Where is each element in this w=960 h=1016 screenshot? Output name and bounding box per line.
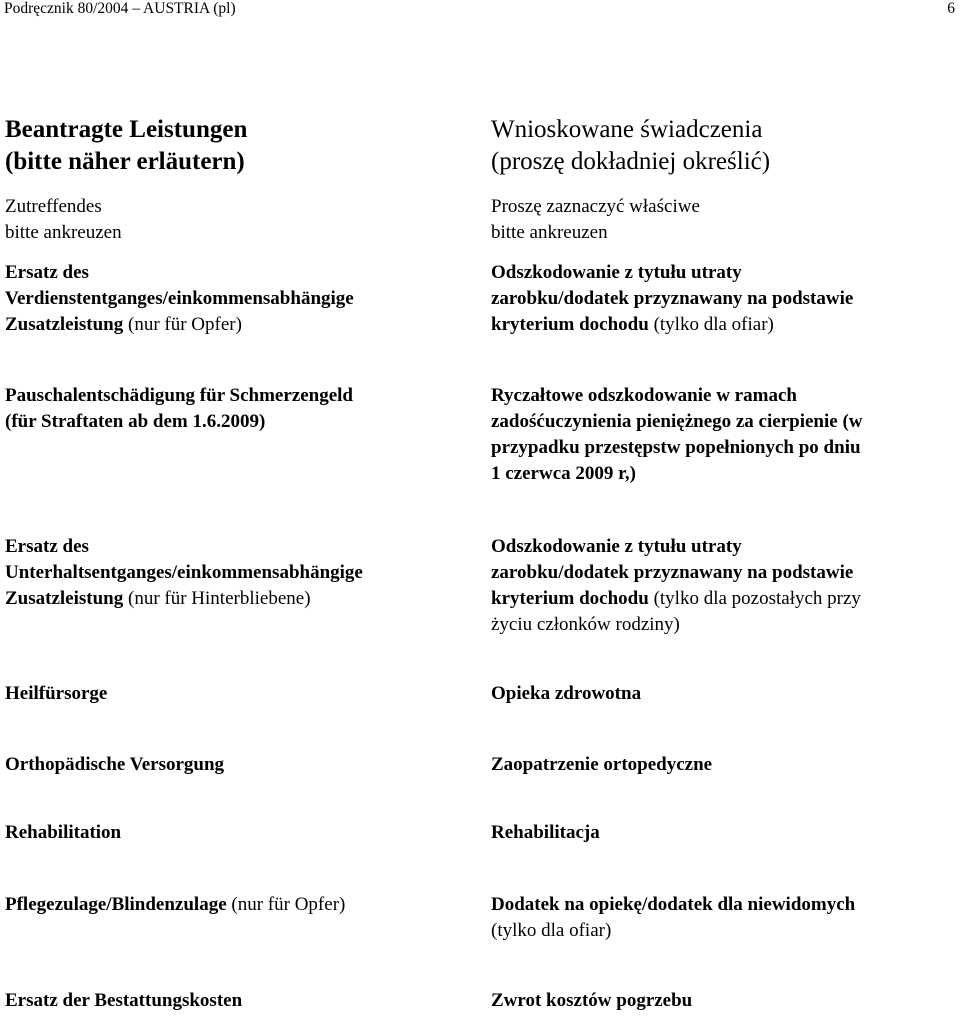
pl-benefit-pain-compensation: [491, 383, 863, 487]
pl-benefit-note: (tylko dla ofiar): [491, 920, 612, 941]
pl-benefit-loss-of-earnings: [491, 260, 853, 338]
de-benefit-pain-compensation: [5, 383, 353, 435]
pl-benefit-bold: kryterium dochodu: [491, 314, 649, 335]
de-title-line: (bitte näher erläutern): [5, 148, 245, 175]
page-number: 6: [947, 0, 955, 17]
pl-benefit-line: zarobku/dodatek przyznawany na podstawie: [491, 288, 854, 309]
pl-benefit-line: zarobku/dodatek przyznawany na podstawie: [491, 562, 854, 583]
de-title-line: Beantragte Leistungen: [5, 116, 248, 143]
pl-benefit-care-allowance: [491, 892, 855, 944]
pl-benefit-rehabilitation: Rehabilitacja: [491, 822, 600, 843]
de-benefit-line: Ersatz des: [5, 262, 89, 283]
de-instruction-line: Zutreffendes: [5, 196, 102, 217]
de-benefit-line: [5, 586, 363, 612]
pl-instruction: [491, 194, 700, 246]
de-instruction-line: bitte ankreuzen: [5, 222, 122, 243]
pl-benefit-orthopaedic: Zaopatrzenie ortopedyczne: [491, 754, 713, 775]
de-benefit-note: (nur für Opfer): [123, 314, 242, 335]
pl-benefit-line: przypadku przestępstw popełnionych po dniu: [491, 437, 861, 458]
pl-title-line: Wnioskowane świadczenia: [491, 116, 763, 143]
pl-benefit-line: 1 czerwca 2009 r,): [491, 463, 636, 484]
pl-benefit-line: [491, 312, 853, 338]
de-title: [5, 114, 247, 178]
pl-benefit-line: zadośćuczynienia pieniężnego za cierpienie (w: [491, 411, 863, 432]
pl-title-line: (proszę dokładniej określić): [491, 148, 771, 175]
de-benefit-loss-of-earnings: [5, 260, 354, 338]
de-benefit-note: (nur für Hinterbliebene): [123, 588, 311, 609]
de-benefit-bold: Pflegezulage/Blindenzulage: [5, 894, 227, 915]
de-benefit-line: Verdienstentganges/einkommensabhängige: [5, 288, 354, 309]
de-benefit-line: [5, 312, 354, 338]
page-header: [0, 0, 960, 20]
pl-benefit-bold: kryterium dochodu: [491, 588, 649, 609]
pl-benefit-line: życiu członków rodziny): [491, 614, 680, 635]
de-benefit-care-allowance: [5, 892, 345, 918]
pl-benefit-funeral-costs: Zwrot kosztów pogrzebu: [491, 990, 693, 1011]
de-benefit-healthcare: Heilfürsorge: [5, 683, 108, 704]
pl-benefit-line: Ryczałtowe odszkodowanie w ramach: [491, 385, 797, 406]
de-benefit-line: (für Straftaten ab dem 1.6.2009): [5, 411, 266, 432]
de-benefit-line: Unterhaltsentganges/einkommensabhängige: [5, 562, 363, 583]
de-benefit-line: Ersatz des: [5, 536, 89, 557]
pl-benefit-line: [491, 586, 861, 612]
pl-benefit-note: (tylko dla ofiar): [648, 314, 774, 335]
pl-benefit-bold: Dodatek na opiekę/dodatek dla niewidomych: [491, 894, 856, 915]
de-benefit-bold: Zusatzleistung: [5, 314, 124, 335]
de-benefit-funeral-costs: Ersatz der Bestattungskosten: [5, 990, 243, 1011]
pl-benefit-line: Odszkodowanie z tytułu utraty: [491, 536, 742, 557]
pl-instruction-line: bitte ankreuzen: [491, 222, 608, 243]
de-benefit-bold: Zusatzleistung: [5, 588, 124, 609]
pl-benefit-loss-of-maintenance: [491, 534, 861, 638]
pl-instruction-line: Proszę zaznaczyć właściwe: [491, 196, 700, 217]
de-benefit-rehabilitation: Rehabilitation: [5, 822, 122, 843]
de-benefit-loss-of-maintenance: [5, 534, 363, 612]
pl-benefit-line: Odszkodowanie z tytułu utraty: [491, 262, 742, 283]
pl-title: [491, 114, 770, 178]
de-benefit-note: (nur für Opfer): [226, 894, 346, 915]
de-benefit-line: Pauschalentschädigung für Schmerzengeld: [5, 385, 354, 406]
pl-benefit-note: (tylko dla pozostałych przy: [648, 588, 861, 609]
running-header: Podręcznik 80/2004 – AUSTRIA (pl): [4, 0, 236, 17]
de-benefit-orthopaedic: Orthopädische Versorgung: [5, 754, 225, 775]
de-instruction: [5, 194, 122, 246]
pl-benefit-healthcare: Opieka zdrowotna: [491, 683, 642, 704]
